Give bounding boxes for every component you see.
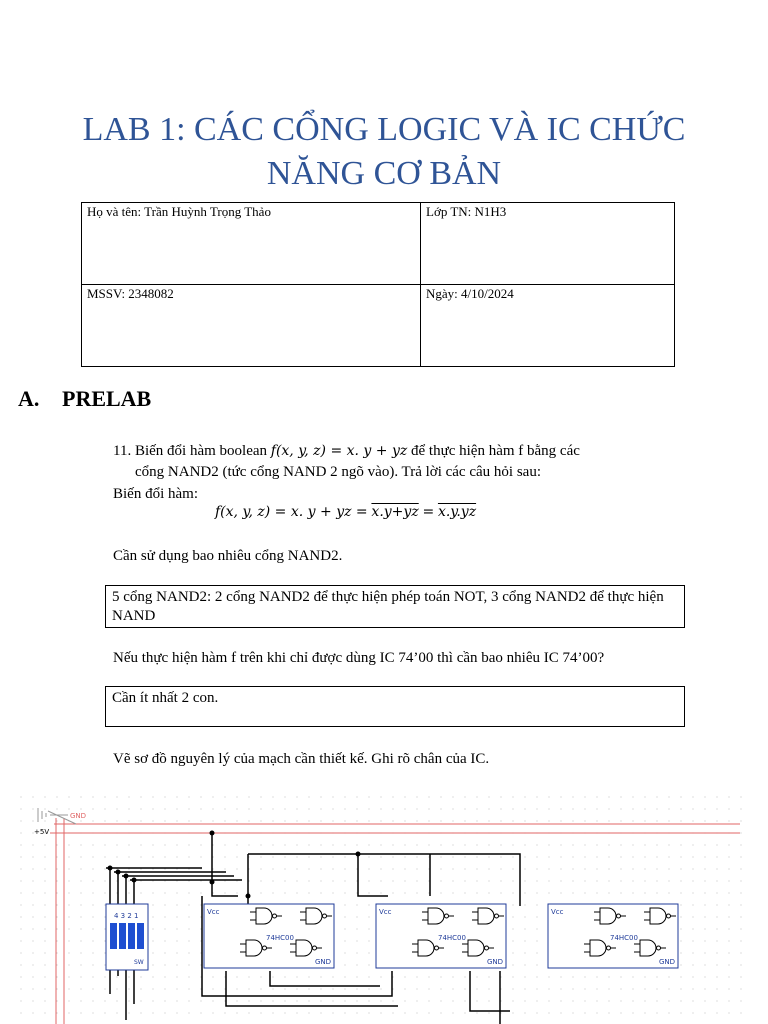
transform-label: Biến đổi hàm: bbox=[113, 486, 198, 502]
formula-lhs: f(x, y, z) = x. y + yz = bbox=[215, 504, 368, 520]
vcc-rail-label: +5V bbox=[34, 828, 50, 836]
switch-numbers: 4 3 2 1 bbox=[114, 912, 139, 920]
circuit-schematic bbox=[20, 796, 748, 1024]
formula-mid: x.y+yz bbox=[371, 504, 419, 520]
ic2-gnd-label: GND bbox=[487, 958, 504, 966]
question-2: Cần sử dụng bao nhiêu cổng NAND2. bbox=[113, 548, 343, 564]
ic2-label: 74HC00 bbox=[438, 934, 466, 942]
question-3: Nếu thực hiện hàm f trên khi chỉ được dùng IC 74’00 thì cần bao nhiêu IC 74’00? bbox=[113, 650, 605, 666]
section-label: A. bbox=[18, 386, 40, 411]
dip-switch bbox=[106, 904, 148, 970]
formula-eq: = bbox=[422, 504, 435, 520]
answer-box-2: 5 cổng NAND2: 2 cổng NAND2 để thực hiện phép toán NOT, 3 cổng NAND2 để thực hiện NAND bbox=[105, 585, 685, 628]
student-name-cell: Họ và tên: Trần Huỳnh Trọng Thảo bbox=[82, 203, 421, 285]
question-line-2: cổng NAND2 (tức cổng NAND 2 ngõ vào). Trả lời các câu hỏi sau: bbox=[135, 464, 541, 480]
student-info-table bbox=[81, 202, 675, 367]
section-heading bbox=[18, 386, 151, 412]
answer-box-3: Cần ít nhất 2 con. bbox=[105, 686, 685, 727]
question-1 bbox=[113, 441, 661, 483]
ic1-vcc-label: Vcc bbox=[207, 908, 220, 916]
ic-74hc00-3 bbox=[548, 904, 678, 968]
ic3-vcc-label: Vcc bbox=[551, 908, 564, 916]
class-cell: Lớp TN: N1H3 bbox=[421, 203, 675, 285]
formula-rhs: x.y.yz bbox=[437, 504, 477, 520]
student-id-cell: MSSV: 2348082 bbox=[82, 285, 421, 367]
question-prefix: Biến đổi hàm boolean bbox=[134, 443, 268, 459]
switch-label: SW bbox=[134, 959, 144, 966]
ic1-gnd-label: GND bbox=[315, 958, 332, 966]
ic3-label: 74HC00 bbox=[610, 934, 638, 942]
date-cell: Ngày: 4/10/2024 bbox=[421, 285, 675, 367]
ic1-label: 74HC00 bbox=[266, 934, 294, 942]
ic2-vcc-label: Vcc bbox=[379, 908, 392, 916]
question-4: Vẽ sơ đồ nguyên lý của mạch cần thiết kế. Ghi rõ chân của IC. bbox=[113, 751, 490, 767]
boolean-function: f(x, y, z) = x. y + yz bbox=[270, 443, 408, 459]
question-number: 11. bbox=[113, 443, 132, 459]
ic-74hc00-2 bbox=[376, 904, 506, 968]
page-title bbox=[0, 108, 768, 196]
ic-74hc00-1 bbox=[204, 904, 334, 968]
section-title: PRELAB bbox=[62, 386, 152, 411]
gnd-label: GND bbox=[70, 812, 87, 820]
transform-formula bbox=[215, 504, 476, 521]
ic3-gnd-label: GND bbox=[659, 958, 676, 966]
title-line-1: LAB 1: CÁC CỔNG LOGIC VÀ IC CHỨC bbox=[82, 111, 686, 148]
question-suffix: để thực hiện hàm f bằng các bbox=[411, 443, 580, 459]
title-line-2: NĂNG CƠ BẢN bbox=[266, 155, 502, 192]
